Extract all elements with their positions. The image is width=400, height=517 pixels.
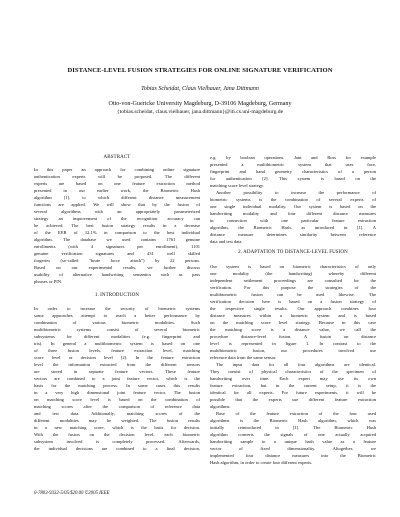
text-line: phrases or PIN.	[34, 279, 63, 284]
affiliation: Otto-von-Guericke University Magdeburg, D-39106 Magdeburg, Germany	[108, 101, 292, 107]
text-line: one modality (the handwriting) whereby different	[210, 271, 376, 276]
text-line: for authentication [2]. This system is based on the	[210, 176, 376, 181]
text-line: experts are based on one feature extraction method	[34, 181, 200, 186]
intro-continued-text	[210, 154, 376, 245]
text-line: in a new matching score, which is the basis for decision.	[34, 425, 200, 430]
text-line: presented in our earlier work, the Biometric Hash	[34, 188, 200, 193]
text-line: matching scores after the comparison of reference data	[34, 404, 200, 409]
copyright-footer: 0-7803-9332-5/05/$20.00 ©2005 IEEE	[34, 491, 110, 496]
text-line: e.g. by boolean operations. Jain and Ross for example	[210, 155, 376, 160]
text-line: They consist of physical characteristics of the specimen of	[210, 369, 376, 374]
text-line: algorithm. The database we used contains 1761 genuine	[34, 237, 200, 242]
text-line: functions are applied. We will show that by the fusion of	[34, 202, 200, 207]
text-line: level is represented in figure 1. In contrast to the	[210, 341, 376, 346]
text-line: multibiometric fusion, our procedures involved use	[210, 348, 376, 353]
text-line: basis for the matching process. In some cases this results	[34, 383, 200, 388]
section2-heading: 2. ADAPTATION TO DISTANCE-LEVEL FUSION	[238, 250, 348, 255]
text-line: algorithm, the Biometric Hash, as introduced in [1]. A	[210, 225, 376, 230]
text-line: combination of various biometric modalities. Such	[34, 320, 200, 325]
text-line: of the EER of 12.1% in comparison to the best individual	[34, 230, 200, 235]
text-line: strategy an improvement of the recognition accuracy can	[34, 216, 200, 221]
text-line: handwriting over time. Each expert may use its own	[210, 376, 376, 381]
text-line: Our system is based on biometric characteristics of only	[210, 264, 376, 269]
text-line: vectors are combined to a joint feature vector, which is the	[34, 376, 200, 381]
text-line: handwriting modality and four different distance measures	[210, 211, 376, 216]
text-line: Another possibility to increase the performance of	[216, 190, 376, 195]
text-line: usability of alternative handwriting semantics such as pass	[34, 272, 200, 277]
text-line: initially reintroduced in [1]. The Biometric Hash	[210, 425, 376, 430]
abstract-heading: ABSTRACT	[103, 155, 131, 160]
text-line: reference data from the same sensor.	[210, 355, 277, 360]
text-line: one single individual modality. Our system is based on the	[210, 204, 376, 209]
text-line: algorithm converts the signals of one actually acquired	[210, 432, 376, 437]
text-line: of three fusion levels, feature extraction level, matching	[34, 348, 200, 353]
text-line: The input data for all four algorithms are identical.	[216, 362, 376, 367]
text-line: presented a multibiometric system that uses face,	[210, 162, 376, 167]
text-line: biometric systems is the combination of several experts of	[210, 197, 376, 202]
text-line: verification. For this purpose the strategies of the	[210, 285, 376, 290]
text-line: algorithms is the Biometric Hash algorithm, which was	[210, 418, 376, 423]
text-line: genuine verification signatures and 431 well skilled	[34, 251, 200, 256]
section2-text	[210, 263, 376, 466]
text-line: subsystems for different modalities (e.g. fingerprint and	[34, 334, 200, 339]
text-line: fingerprint and hand geometry characteristics of a person	[210, 169, 376, 174]
abstract-text	[34, 166, 200, 285]
text-line: algorithm [1], to which different distance measurement	[34, 195, 200, 200]
paper-title: DISTANCE-LEVEL FUSION STRATEGIES FOR ONLINE SIGNATURE VERIFICATION	[67, 67, 333, 74]
text-line: Based on our experimental results, we further discuss	[34, 265, 200, 270]
author-emails: {tobias.scheidat, claus.vielhauer, jana.dittmann}@iti.cs.uni-magdeburg.de	[116, 109, 284, 115]
text-line: level the information extracted from the different sensors	[34, 362, 200, 367]
text-line: matching score level strategy.	[210, 183, 264, 188]
text-line: the matching score is a distance value, we call the	[210, 327, 376, 332]
text-line: Hash algorithm, in order to create four different experts.	[210, 460, 313, 465]
text-line: on matching score level is based on the combination of	[34, 397, 200, 402]
text-line: authentication experts will be proposed. The different	[34, 174, 200, 179]
text-line: and test data. Additionally, matching scores of the	[34, 411, 200, 416]
text-line: vector of fixed dimensionality. Altogether, we	[210, 446, 376, 451]
text-line: implemented four distance measures into the Biometric	[210, 453, 376, 458]
text-line: forgeries (so-called "brute force attack") by 22 persons.	[34, 258, 200, 263]
text-line: in connection with one particular feature extraction	[210, 218, 376, 223]
text-line: subsystem involved is completely processed. Afterwards,	[34, 439, 200, 444]
text-line: some approaches attempt to reach a better performance by	[34, 313, 200, 318]
author-list: Tobias Scheidat, Claus Vielhauer, Jana Dittmann	[141, 86, 259, 92]
text-line: Base of the feature extraction of the four used	[216, 411, 376, 416]
text-line: be achieved. The best fusion strategy results in a decrease	[34, 223, 200, 228]
text-line: handwriting sample to a unique hash value as a feature	[210, 439, 376, 444]
text-line: procedure distance-level fusion. A fusion on distance	[210, 334, 376, 339]
text-line: algorithms.	[210, 404, 231, 409]
text-line: possible that the experts use different feature extraction	[210, 397, 376, 402]
text-line: distance measure determines similarity between reference	[210, 232, 376, 237]
intro-text	[34, 305, 200, 452]
text-line: different modalities may be weighted. The fusion results	[34, 418, 200, 423]
intro-heading: 1. INTRODUCTION	[94, 293, 140, 298]
text-line: data and test data.	[210, 239, 243, 244]
text-line: score level or decision level [2]. In the feature extraction	[34, 355, 200, 360]
text-line: the individual decisions are combined to a final decision,	[34, 446, 200, 451]
text-line: the respective single results. Our approach combines four	[210, 306, 376, 311]
text-line: multibiometric systems consist of several biometric	[34, 327, 200, 332]
text-line: independent settlement proceedings are consulted for the	[210, 278, 376, 283]
text-line: on the matching score level strategy. Because in this case	[210, 320, 376, 325]
text-line: With the fusion on the decision level, each biometric	[34, 432, 200, 437]
text-line: in a very high dimensional joint feature vector. The fusion	[34, 390, 200, 395]
text-line: distance measures within a biometric system and is based	[210, 313, 376, 318]
text-line: verification decision here is based on a fusion strategy of	[210, 299, 376, 304]
text-line: In order to increase the security of biometric systems	[34, 306, 200, 311]
text-line: iris). In general a multibiometric system is based on one	[34, 341, 200, 346]
text-line: identical for all experts. For future experiments, it will be	[210, 390, 376, 395]
text-line: multibiometric fusion can be used likewise. The	[210, 292, 376, 297]
text-line: enrollments (with 4 signatures per enrollment), 1101	[34, 244, 200, 249]
text-line: feature extraction, but in the current setup, it is the	[210, 383, 376, 388]
text-line: are stored in separate feature vectors. These feature	[34, 369, 200, 374]
text-line: In this paper an approach for combining online signature	[34, 167, 200, 172]
text-line: several algorithms with an appropriately parameterized	[34, 209, 200, 214]
